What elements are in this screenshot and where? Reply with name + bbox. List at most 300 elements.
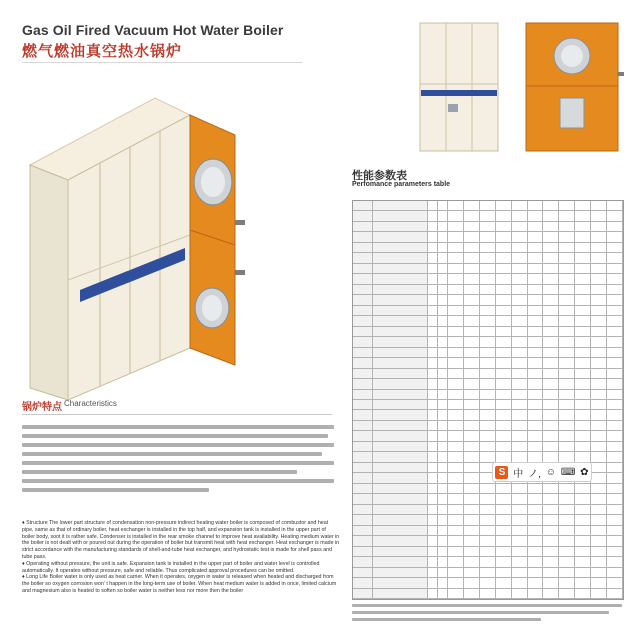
table-cell	[353, 431, 373, 441]
table-cell	[512, 547, 528, 557]
table-cell	[464, 274, 480, 284]
table-cell	[607, 557, 623, 567]
boiler-photo-front	[418, 20, 500, 155]
table-cell	[528, 316, 544, 326]
table-cell	[607, 295, 623, 305]
table-cell	[373, 243, 428, 253]
table-cell	[428, 379, 438, 389]
table-cell	[591, 431, 607, 441]
table-cell	[480, 505, 496, 515]
table-cell	[559, 316, 575, 326]
table-cell	[438, 536, 448, 546]
characteristics-heading-cn: 锅炉特点	[22, 402, 62, 413]
table-cell	[591, 253, 607, 263]
table-cell	[528, 306, 544, 316]
table-cell	[438, 431, 448, 441]
table-cell	[438, 348, 448, 358]
table-cell	[575, 484, 591, 494]
table-cell	[575, 536, 591, 546]
table-cell	[528, 431, 544, 441]
table-cell	[353, 369, 373, 379]
table-cell	[543, 526, 559, 536]
table-cell	[496, 536, 512, 546]
table-cell	[496, 547, 512, 557]
table-cell	[464, 400, 480, 410]
table-cell	[448, 358, 464, 368]
table-cell	[528, 578, 544, 588]
table-cell	[607, 536, 623, 546]
table-cell	[438, 264, 448, 274]
boiler-photo-side	[520, 20, 625, 155]
table-cell	[480, 211, 496, 221]
table-cell	[353, 463, 373, 473]
table-cell	[559, 526, 575, 536]
table-cell	[559, 369, 575, 379]
table-cell	[464, 379, 480, 389]
table-cell	[607, 515, 623, 525]
table-cell	[496, 264, 512, 274]
table-cell	[373, 337, 428, 347]
table-cell	[464, 316, 480, 326]
table-cell	[528, 222, 544, 232]
table-cell	[528, 400, 544, 410]
table-cell	[607, 452, 623, 462]
table-cell	[607, 578, 623, 588]
table-cell	[512, 442, 528, 452]
table-cell	[591, 505, 607, 515]
table-cell	[448, 264, 464, 274]
table-cell	[448, 306, 464, 316]
table-cell	[353, 536, 373, 546]
table-cell	[438, 243, 448, 253]
table-cell	[496, 222, 512, 232]
table-cell	[512, 337, 528, 347]
table-cell	[464, 589, 480, 599]
table-cell	[373, 505, 428, 515]
table-cell	[559, 557, 575, 567]
table-cell	[575, 421, 591, 431]
table-cell	[373, 536, 428, 546]
table-cell	[591, 568, 607, 578]
table-cell	[438, 337, 448, 347]
table-cell	[428, 348, 438, 358]
table-cell	[607, 431, 623, 441]
table-cell	[496, 442, 512, 452]
table-cell	[448, 452, 464, 462]
table-cell	[438, 222, 448, 232]
table-cell	[591, 337, 607, 347]
table-cell	[438, 410, 448, 420]
table-cell	[438, 515, 448, 525]
table-cell	[480, 243, 496, 253]
table-cell	[448, 494, 464, 504]
table-cell	[528, 410, 544, 420]
table-cell	[373, 421, 428, 431]
table-cell	[607, 274, 623, 284]
table-cell	[353, 379, 373, 389]
table-cell	[428, 526, 438, 536]
table-cell	[496, 274, 512, 284]
table-cell	[353, 201, 373, 211]
table-cell	[512, 222, 528, 232]
table-cell	[559, 410, 575, 420]
table-cell	[496, 369, 512, 379]
table-cell	[480, 390, 496, 400]
table-cell	[528, 515, 544, 525]
table-cell	[607, 589, 623, 599]
table-cell	[559, 264, 575, 274]
table-cell	[480, 253, 496, 263]
table-cell	[428, 473, 438, 483]
table-cell	[559, 421, 575, 431]
table-cell	[448, 557, 464, 567]
table-cell	[438, 484, 448, 494]
table-cell	[512, 232, 528, 242]
table-cell	[543, 243, 559, 253]
table-cell	[559, 515, 575, 525]
table-cell	[591, 452, 607, 462]
table-cell	[496, 253, 512, 263]
table-cell	[575, 431, 591, 441]
table-cell	[543, 201, 559, 211]
table-cell	[438, 442, 448, 452]
ime-punctuation-toggle[interactable]: ノ,	[528, 468, 541, 480]
table-cell	[353, 410, 373, 420]
table-cell	[373, 390, 428, 400]
table-cell	[591, 232, 607, 242]
table-cell	[480, 232, 496, 242]
table-cell	[496, 285, 512, 295]
table-cell	[559, 337, 575, 347]
table-cell	[543, 337, 559, 347]
table-cell	[575, 337, 591, 347]
table-cell	[428, 421, 438, 431]
table-cell	[591, 484, 607, 494]
table-cell	[575, 348, 591, 358]
table-cell	[464, 568, 480, 578]
table-cell	[464, 285, 480, 295]
table-cell	[448, 316, 464, 326]
table-cell	[575, 442, 591, 452]
table-cell	[373, 410, 428, 420]
table-cell	[575, 285, 591, 295]
table-cell	[448, 295, 464, 305]
table-cell	[575, 410, 591, 420]
table-cell	[575, 505, 591, 515]
table-cell	[496, 232, 512, 242]
table-cell	[543, 379, 559, 389]
table-cell	[559, 211, 575, 221]
table-cell	[575, 557, 591, 567]
table-cell	[428, 253, 438, 263]
table-cell	[353, 515, 373, 525]
ime-keyboard-icon[interactable]: ⌨	[560, 466, 576, 478]
table-cell	[591, 536, 607, 546]
table-cell	[464, 337, 480, 347]
table-cell	[575, 379, 591, 389]
table-cell	[448, 348, 464, 358]
table-cell	[448, 253, 464, 263]
table-cell	[353, 442, 373, 452]
table-cell	[353, 484, 373, 494]
table-cell	[528, 348, 544, 358]
table-cell	[353, 526, 373, 536]
table-cell	[480, 557, 496, 567]
table-cell	[543, 494, 559, 504]
ime-language-toggle[interactable]: 中	[513, 468, 524, 480]
table-cell	[528, 568, 544, 578]
table-cell	[512, 306, 528, 316]
performance-title-cn: 性能参数表	[352, 170, 407, 182]
ime-logo-icon[interactable]: S	[495, 466, 508, 479]
table-cell	[528, 536, 544, 546]
table-cell	[543, 547, 559, 557]
table-cell	[480, 526, 496, 536]
table-cell	[373, 526, 428, 536]
table-cell	[607, 369, 623, 379]
table-cell	[496, 505, 512, 515]
table-cell	[607, 400, 623, 410]
table-cell	[512, 201, 528, 211]
table-cell	[464, 222, 480, 232]
table-cell	[428, 232, 438, 242]
table-cell	[607, 379, 623, 389]
table-cell	[512, 243, 528, 253]
table-cell	[464, 547, 480, 557]
table-cell	[448, 285, 464, 295]
table-cell	[353, 505, 373, 515]
table-cell	[438, 232, 448, 242]
table-cell	[448, 589, 464, 599]
table-cell	[496, 568, 512, 578]
table-cell	[512, 264, 528, 274]
table-cell	[496, 431, 512, 441]
table-cell	[438, 390, 448, 400]
table-cell	[428, 410, 438, 420]
table-cell	[543, 431, 559, 441]
table-cell	[464, 243, 480, 253]
table-cell	[353, 390, 373, 400]
table-cell	[373, 264, 428, 274]
boiler-photo-perspective	[20, 70, 270, 400]
table-cell	[428, 306, 438, 316]
table-cell	[353, 316, 373, 326]
table-cell	[607, 568, 623, 578]
table-cell	[448, 211, 464, 221]
table-cell	[438, 211, 448, 221]
table-cell	[373, 557, 428, 567]
table-cell	[543, 253, 559, 263]
table-cell	[591, 285, 607, 295]
table-cell	[353, 222, 373, 232]
table-cell	[559, 484, 575, 494]
table-cell	[591, 442, 607, 452]
table-cell	[438, 400, 448, 410]
table-cell	[591, 358, 607, 368]
table-cell	[480, 201, 496, 211]
table-cell	[373, 316, 428, 326]
table-cell	[438, 568, 448, 578]
table-cell	[543, 295, 559, 305]
table-cell	[373, 232, 428, 242]
table-cell	[480, 589, 496, 599]
table-cell	[496, 578, 512, 588]
table-cell	[512, 526, 528, 536]
table-cell	[575, 222, 591, 232]
table-cell	[591, 410, 607, 420]
table-cell	[559, 358, 575, 368]
table-cell	[591, 494, 607, 504]
table-cell	[607, 211, 623, 221]
table-cell	[575, 390, 591, 400]
table-cell	[496, 306, 512, 316]
table-cell	[428, 515, 438, 525]
table-cell	[559, 547, 575, 557]
table-cell	[464, 253, 480, 263]
table-cell	[512, 557, 528, 567]
table-cell	[496, 390, 512, 400]
table-cell	[448, 232, 464, 242]
table-cell	[428, 369, 438, 379]
table-cell	[559, 232, 575, 242]
table-cell	[353, 557, 373, 567]
ime-skin-icon[interactable]: ✿	[580, 466, 589, 478]
table-cell	[464, 536, 480, 546]
table-cell	[448, 431, 464, 441]
input-method-toolbar[interactable]	[492, 462, 592, 482]
table-cell	[512, 484, 528, 494]
table-cell	[528, 526, 544, 536]
table-cell	[373, 400, 428, 410]
table-cell	[575, 306, 591, 316]
table-cell	[528, 327, 544, 337]
characteristics-paragraph: ♦ Structure The lower part structure of condensation non-pressure indirect heating water boiler is composed of combustor and heat pipe, same as that of ordinary boiler, heat exchanger is installed in the top half, and expansion tank is installed in the upper part of boiler body, soot it is rather safe. Condenser is installed in the rear smoke channel to improve heat availability. Heating medium water in the boiler is not dealt with or poured out during the operation of boiler but transmit heat with heat exchanger. Heat exchanger is made in strict accordance with the manufacturing standards of shell-and-tube heat exchanger, and hydrostatic test is made for shell pass and tube pass.	[22, 520, 340, 560]
table-cell	[373, 306, 428, 316]
table-cell	[428, 285, 438, 295]
table-cell	[464, 232, 480, 242]
characteristics-heading	[22, 398, 332, 415]
table-cell	[528, 547, 544, 557]
table-cell	[353, 232, 373, 242]
table-cell	[448, 243, 464, 253]
table-cell	[428, 568, 438, 578]
table-cell	[528, 421, 544, 431]
table-cell	[607, 306, 623, 316]
table-cell	[543, 327, 559, 337]
table-cell	[528, 295, 544, 305]
table-cell	[438, 505, 448, 515]
table-cell	[353, 568, 373, 578]
ime-emoji-icon[interactable]: ☺	[545, 466, 556, 478]
table-cell	[575, 589, 591, 599]
table-cell	[607, 484, 623, 494]
table-cell	[464, 410, 480, 420]
table-cell	[591, 222, 607, 232]
table-cell	[607, 337, 623, 347]
table-cell	[512, 211, 528, 221]
table-cell	[448, 547, 464, 557]
table-cell	[559, 253, 575, 263]
table-cell	[591, 211, 607, 221]
table-cell	[480, 369, 496, 379]
table-cell	[607, 421, 623, 431]
table-cell	[428, 390, 438, 400]
table-cell	[373, 379, 428, 389]
table-cell	[496, 348, 512, 358]
table-cell	[428, 211, 438, 221]
table-cell	[480, 400, 496, 410]
table-cell	[480, 348, 496, 358]
table-cell	[480, 568, 496, 578]
table-cell	[559, 400, 575, 410]
table-cell	[512, 369, 528, 379]
table-cell	[512, 390, 528, 400]
table-cell	[591, 421, 607, 431]
table-cell	[464, 327, 480, 337]
table-cell	[496, 494, 512, 504]
table-cell	[528, 285, 544, 295]
table-cell	[559, 379, 575, 389]
table-cell	[559, 578, 575, 588]
table-cell	[607, 264, 623, 274]
table-cell	[480, 316, 496, 326]
table-cell	[607, 547, 623, 557]
table-cell	[607, 222, 623, 232]
table-cell	[543, 484, 559, 494]
table-cell	[496, 358, 512, 368]
table-cell	[464, 431, 480, 441]
table-cell	[480, 264, 496, 274]
table-cell	[373, 494, 428, 504]
table-cell	[607, 505, 623, 515]
table-cell	[353, 295, 373, 305]
table-cell	[559, 243, 575, 253]
table-cell	[512, 536, 528, 546]
table-cell	[607, 473, 623, 483]
table-cell	[480, 327, 496, 337]
table-cell	[373, 442, 428, 452]
table-cell	[428, 274, 438, 284]
table-cell	[373, 484, 428, 494]
table-cell	[464, 358, 480, 368]
table-cell	[464, 348, 480, 358]
table-cell	[512, 578, 528, 588]
table-cell	[464, 473, 480, 483]
table-cell	[591, 327, 607, 337]
table-cell	[464, 505, 480, 515]
table-cell	[496, 337, 512, 347]
table-cell	[353, 337, 373, 347]
table-cell	[480, 578, 496, 588]
table-cell	[438, 589, 448, 599]
table-cell	[438, 201, 448, 211]
table-cell	[512, 253, 528, 263]
table-cell	[591, 526, 607, 536]
table-cell	[353, 589, 373, 599]
table-cell	[559, 201, 575, 211]
table-cell	[496, 201, 512, 211]
table-cell	[591, 390, 607, 400]
table-cell	[373, 473, 428, 483]
table-cell	[428, 578, 438, 588]
table-cell	[480, 222, 496, 232]
table-cell	[448, 442, 464, 452]
table-cell	[591, 578, 607, 588]
table-cell	[512, 505, 528, 515]
table-cell	[428, 222, 438, 232]
table-cell	[464, 578, 480, 588]
table-cell	[448, 463, 464, 473]
